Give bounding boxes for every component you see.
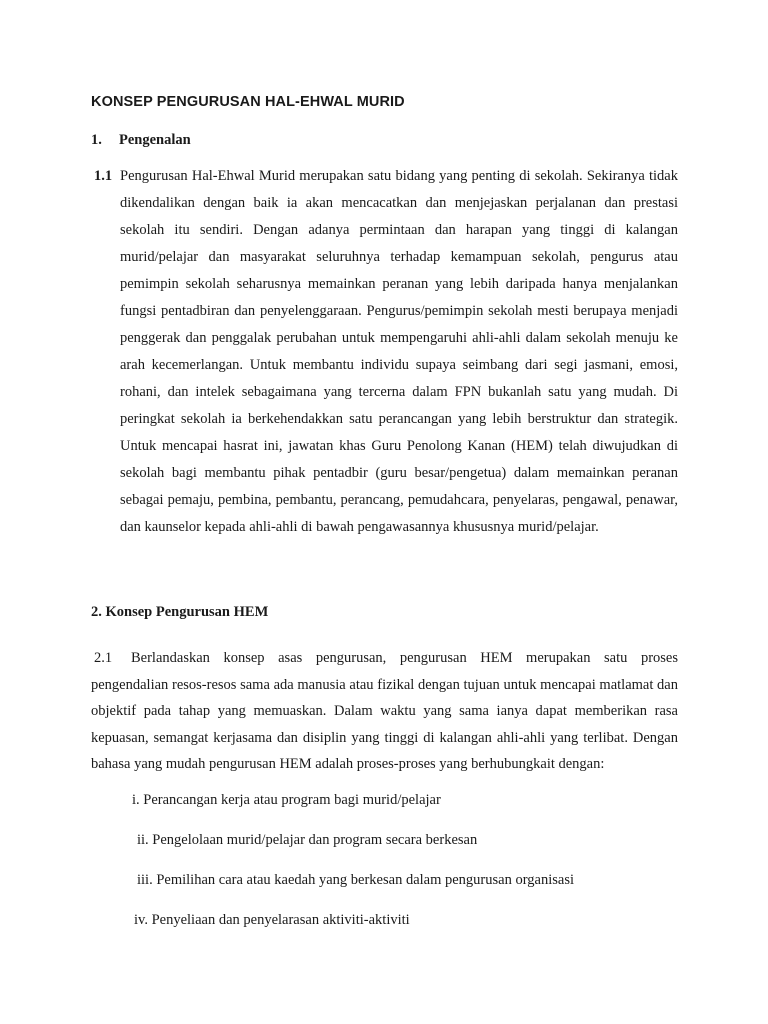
paragraph-1-1-number: 1.1 (94, 168, 113, 184)
section-2-heading: 2. Konsep Pengurusan HEM (91, 604, 269, 620)
list-item: iii. Pemilihan cara atau kaedah yang berkesan dalam pengurusan organisasi (137, 872, 574, 888)
list-item: iv. Penyeliaan dan penyelarasan aktiviti-aktiviti (134, 912, 410, 928)
paragraph-2-1-number: 2.1 (94, 650, 113, 666)
paragraph-2-1 (91, 645, 678, 778)
section-1-heading-text: Pengenalan (119, 132, 191, 148)
paragraph-1-1 (94, 163, 678, 541)
section-1-number: 1. (91, 132, 102, 148)
paragraph-2-1-text: Berlandaskan konsep asas pengurusan, pengurusan HEM merupakan satu proses pengendalian resos-resos sama ada manusia atau fizikal dengan tujuan untuk mencapai matlamat dan objektif pada tahap yang memuaskan. Dalam waktu yang sama ianya dapat memberikan rasa kepuasan, semangat kerjasama dan disiplin yang tinggi di kalangan ahli-ahli yang terlibat. Dengan bahasa yang mudah pengurusan HEM adalah proses-proses yang berhubungkait dengan: (91, 650, 678, 772)
section-1-heading (91, 132, 191, 149)
list-item: ii. Pengelolaan murid/pelajar dan program secara berkesan (137, 832, 478, 848)
list-item: i. Perancangan kerja atau program bagi murid/pelajar (132, 792, 441, 808)
paragraph-1-1-text: Pengurusan Hal-Ehwal Murid merupakan satu bidang yang penting di sekolah. Sekiranya tidak dikendalikan dengan baik ia akan mencacatkan dan menjejaskan perjalanan dan prestasi sekolah itu sendiri. Dengan adanya permintaan dan harapan yang tinggi di kalangan murid/pelajar dan masyarakat seluruhnya terhadap kemampuan sekolah, pengurus atau pemimpin sekolah seharusnya memainkan peranan yang lebih daripada hanya menjalankan fungsi pentadbiran dan penyelenggaraan. Pengurus/pemimpin sekolah mesti berupaya menjadi penggerak dan penggalak perubahan untuk mempengaruhi ahli-ahli dalam sekolah menuju ke arah kecemerlangan. Untuk membantu individu supaya seimbang dari segi jasmani, emosi, rohani, dan intelek sebagaimana yang tercerna dalam FPN bukanlah satu yang mudah. Di peringkat sekolah ia berkehendakkan satu perancangan yang lebih berstruktur dan strategik. Untuk mencapai hasrat ini, jawatan khas Guru Penolong Kanan (HEM) telah diwujudkan di sekolah bagi membantu pihak pentadbir (guru besar/pengetua) dalam memainkan peranan sebagai pemaju, pembina, pembantu, perancang, pemudahcara, penyelaras, pengawal, penawar, dan kaunselor kepada ahli-ahli di bawah pengawasannya khususnya murid/pelajar. (120, 168, 678, 535)
document-title: KONSEP PENGURUSAN HAL-EHWAL MURID (91, 94, 405, 110)
